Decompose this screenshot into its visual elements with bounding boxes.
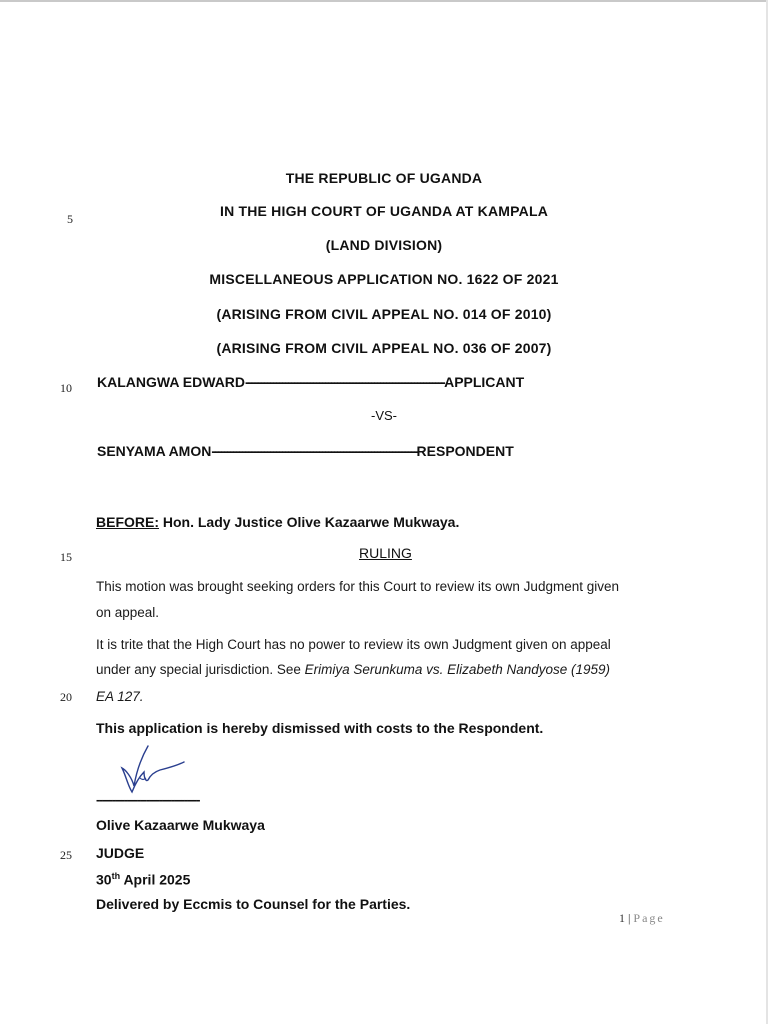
case-citation-continued: EA 127. [96, 689, 144, 704]
page-word: Page [633, 911, 665, 925]
paragraph-2-text: under any special jurisdiction. See [96, 662, 305, 677]
arising-from-appeal-2: (ARISING FROM CIVIL APPEAL NO. 036 OF 2007) [216, 340, 552, 356]
paragraph-2-line-1: It is trite that the High Court has no power to review its own Judgment given on appeal [96, 637, 611, 652]
page-number: 1 [619, 911, 625, 925]
page-top-edge [0, 0, 768, 2]
page-footer [619, 911, 665, 926]
line-number: 25 [60, 848, 72, 862]
applicant-dashes: ----------------------------------------------------------------- [245, 374, 445, 390]
respondent-role: RESPONDENT [416, 443, 514, 459]
respondent-dashes: ------------------------------------------------------------------- [211, 443, 417, 459]
dismissal-statement: This application is hereby dismissed with costs to the Respondent. [96, 720, 544, 736]
respondent-name: SENYAMA AMON [97, 443, 212, 459]
signature-line: --------------------------------- [96, 792, 200, 807]
division-heading: (LAND DIVISION) [325, 237, 443, 253]
date-month-year: April 2025 [120, 871, 191, 888]
republic-heading: THE REPUBLIC OF UGANDA [285, 170, 483, 186]
paragraph-1-line-1: This motion was brought seeking orders for this Court to review its own Judgment given [96, 579, 619, 594]
paragraph-1-line-2: on appeal. [96, 605, 160, 620]
line-number: 20 [60, 690, 72, 704]
ruling-title: RULING [359, 545, 412, 561]
before-judge: Hon. Lady Justice Olive Kazaarwe Mukwaya. [159, 514, 460, 530]
applicant-name: KALANGWA EDWARD [97, 374, 246, 390]
court-heading: IN THE HIGH COURT OF UGANDA AT KAMPALA [219, 203, 549, 219]
judge-name: Olive Kazaarwe Mukwaya [96, 817, 265, 833]
respondent-line [97, 443, 677, 459]
line-number: 15 [60, 550, 72, 564]
before-label: BEFORE: [96, 514, 159, 530]
judge-title: JUDGE [96, 845, 145, 861]
before-line [96, 514, 459, 530]
arising-from-appeal-1: (ARISING FROM CIVIL APPEAL NO. 014 OF 2010) [216, 306, 552, 322]
date-day: 30 [96, 871, 112, 888]
applicant-role: APPLICANT [444, 374, 525, 390]
date-suffix: th [111, 871, 121, 881]
page-separator: | [628, 911, 631, 925]
versus-label: -VS- [371, 408, 397, 423]
line-number: 10 [60, 381, 72, 395]
case-citation: Erimiya Serunkuma vs. Elizabeth Nandyose (1959) [304, 662, 611, 677]
application-number: MISCELLANEOUS APPLICATION NO. 1622 OF 2021 [209, 271, 559, 287]
line-number: 5 [67, 212, 73, 226]
ruling-date [96, 871, 190, 888]
delivery-note: Delivered by Eccmis to Counsel for the Parties. [96, 896, 411, 912]
applicant-line [97, 374, 682, 390]
paragraph-2-line-2 [96, 661, 610, 679]
